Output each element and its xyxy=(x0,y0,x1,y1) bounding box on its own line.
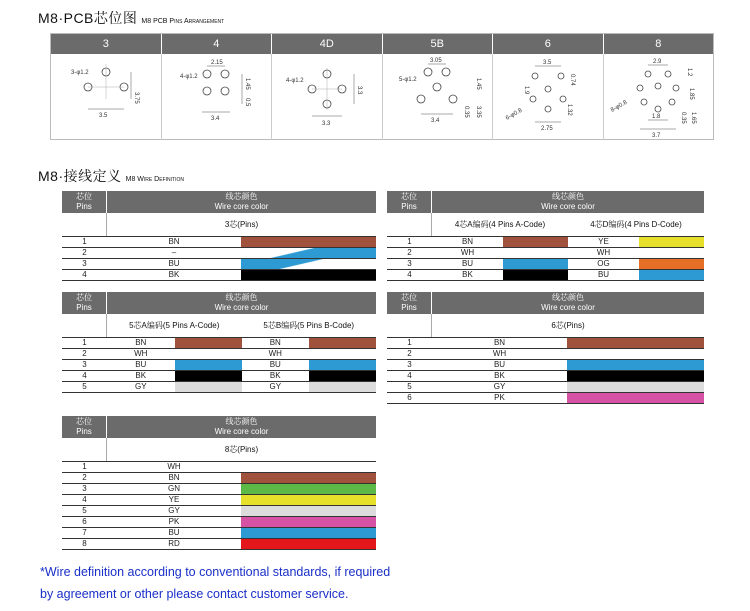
hdr-pin-en: Pins xyxy=(76,202,92,211)
dim-4-h2: 0.5 xyxy=(243,98,250,107)
table-row: 3 BU BU xyxy=(62,360,376,371)
table-row: 2 BN xyxy=(62,473,376,484)
table-row: 2 – xyxy=(62,248,376,259)
table-row: 5 GY GY xyxy=(62,382,376,393)
wire-table-3pin xyxy=(62,191,376,281)
table-row: 1 BN xyxy=(387,338,704,349)
dim-8-h3: 0.35 xyxy=(679,112,686,124)
wire-table-5pin: 芯位 Pins 线芯颜色 Wire core color 5芯A编码(5 Pins A-Code) 5芯B编码(5 Pins B-Code) 1 BN BN 2 WH WH 3 BU BU 4 BK BK 5 GY GY xyxy=(62,292,376,393)
table-row: 3 BU xyxy=(62,259,376,270)
swatch xyxy=(241,237,376,247)
group-6pin: 6芯(Pins) xyxy=(551,321,585,330)
group-8pin: 8芯(Pins) xyxy=(224,445,259,454)
table-row: 4 BK xyxy=(62,270,376,281)
table-row: 8 RD xyxy=(62,539,376,550)
pcb-diagram-4 xyxy=(162,54,273,140)
dim-3-width: 3.5 xyxy=(99,113,108,119)
dim-5b-pitch: 3.05 xyxy=(429,58,442,64)
pcb-col-6: 6 xyxy=(493,34,604,54)
wire-table-8pin: 芯位 Pins 线芯颜色 Wire core color 8芯(Pins) 1 WH 2 BN 3 GN 4 YE 5 GY 6 PK 7 BU 8 RD xyxy=(62,416,376,550)
table-row: 3 BU xyxy=(387,360,704,371)
table-row: 1 WH xyxy=(62,462,376,473)
wire-table-4pin: 芯位 Pins 线芯颜色 Wire core color 4芯A编码(4 Pins A-Code) 4芯D编码(4 Pins D-Code) 1 BN YE 2 WH WH 3 BU OG 4 BK BU xyxy=(387,191,704,281)
dim-8-w2: 3.7 xyxy=(651,133,660,139)
pcb-col-3: 3 xyxy=(51,34,162,54)
table-row: 4 BK BK xyxy=(62,371,376,382)
dim-4-holes: 4-φ1.2 xyxy=(179,74,198,80)
table-row: 3 GN xyxy=(62,484,376,495)
dim-6-h1: 0.74 xyxy=(569,74,575,86)
dim-8-h4: 1.65 xyxy=(689,112,696,124)
wire-title: M8·接线定义 xyxy=(38,168,122,184)
pcb-subtitle: M8 PCB Pins Arrangement xyxy=(141,18,225,25)
footnote-line-1: *Wire definition according to conventional standards, if required xyxy=(40,565,391,579)
pcb-col-8: 8 xyxy=(655,38,662,50)
dim-4d-holes: 4-φ1.2 xyxy=(286,78,304,84)
group-4pin-a: 4芯A编码(4 Pins A-Code) xyxy=(454,220,546,229)
hdr-color-cn: 线芯颜色 xyxy=(225,192,258,201)
dim-8-h2: 1.85 xyxy=(687,88,694,100)
dim-5b-h3: 3.35 xyxy=(474,106,481,118)
dim-8-pitch: 2.9 xyxy=(652,59,661,65)
dim-8-holes: 8-φ0.8 xyxy=(609,99,628,114)
table-row: 5 GY xyxy=(387,382,704,393)
dim-4-pitch: 2.15 xyxy=(210,60,223,66)
table-row: 1 BN BN xyxy=(62,338,376,349)
table-row: 6 PK xyxy=(62,517,376,528)
table-row: 6 PK xyxy=(387,393,704,404)
swatch xyxy=(241,248,376,258)
dim-6-width: 2.75 xyxy=(541,126,553,132)
table-row: 2 WH WH xyxy=(62,349,376,360)
pcb-diagram-3 xyxy=(51,54,162,140)
group-3pin: 3芯(Pins) xyxy=(224,220,259,229)
pcb-diagram-4d xyxy=(272,54,383,140)
dim-3-holes: 3-φ1.2 xyxy=(71,70,89,76)
dim-4-width: 3.4 xyxy=(210,116,219,122)
group-5pin-b: 5芯B编码(5 Pins B-Code) xyxy=(263,321,355,330)
footnote-line-2: by agreement or other please contact customer service. xyxy=(40,587,349,601)
table-row: 5 GY xyxy=(62,506,376,517)
dim-6-h2: 1.9 xyxy=(523,86,529,95)
group-5pin-a: 5芯A编码(5 Pins A-Code) xyxy=(129,321,220,330)
dim-6-h3: 1.32 xyxy=(566,104,572,116)
pcb-title: M8·PCB芯位图 xyxy=(38,10,138,26)
table-row: 4 YE xyxy=(62,495,376,506)
table-row: 2 WH xyxy=(387,349,704,360)
group-4pin-d: 4芯D编码(4 Pins D-Code) xyxy=(590,220,682,229)
pcb-diagram-8 xyxy=(604,54,714,140)
pcb-diagram-6 xyxy=(493,54,604,140)
table-row: 1 BN xyxy=(62,237,376,248)
hdr-color-en: Wire core color xyxy=(214,202,269,211)
table-row: 3 BU OG xyxy=(387,259,704,270)
wire-table-6pin: 芯位 Pins 线芯颜色 Wire core color 6芯(Pins) 1 BN 2 WH 3 BU 4 BK 5 GY 6 PK xyxy=(387,292,704,404)
pcb-header-row xyxy=(51,34,713,54)
dim-5b-h2: 0.35 xyxy=(462,106,469,118)
dim-8-h1: 1.2 xyxy=(685,68,692,77)
table-row: 2 WH WH xyxy=(387,248,704,259)
dim-5b-width: 3.4 xyxy=(430,118,439,124)
dim-5b-h1: 1.45 xyxy=(474,78,481,90)
dim-4d-width: 3.3 xyxy=(322,121,331,127)
pcb-col-5b: 5B xyxy=(383,34,494,54)
dim-5b-holes: 5-φ1.2 xyxy=(398,77,417,83)
dim-4-h1: 1.45 xyxy=(243,78,250,90)
pcb-col-4: 4 xyxy=(162,34,273,54)
table-row: 1 BN YE xyxy=(387,237,704,248)
pcb-arrangement-table xyxy=(50,33,714,140)
dim-4d-height: 3.3 xyxy=(356,86,362,95)
dim-6-holes: 6-φ0.8 xyxy=(505,107,524,122)
pcb-col-4d: 4D xyxy=(272,34,383,54)
dim-3-height: 3.75 xyxy=(133,92,139,104)
swatch xyxy=(241,259,376,269)
table-row: 4 BK BU xyxy=(387,270,704,281)
dim-6-pitch: 3.5 xyxy=(543,60,552,66)
pcb-heading xyxy=(38,8,224,28)
pcb-diagram-5b xyxy=(383,54,494,140)
table-row: 7 BU xyxy=(62,528,376,539)
wire-heading xyxy=(38,166,184,186)
dim-8-w1: 1.8 xyxy=(651,114,660,120)
hdr-pin-cn: 芯位 xyxy=(76,192,92,201)
swatch xyxy=(241,270,376,280)
table-row: 4 BK xyxy=(387,371,704,382)
wire-subtitle: M8 Wire Definition xyxy=(125,176,184,183)
